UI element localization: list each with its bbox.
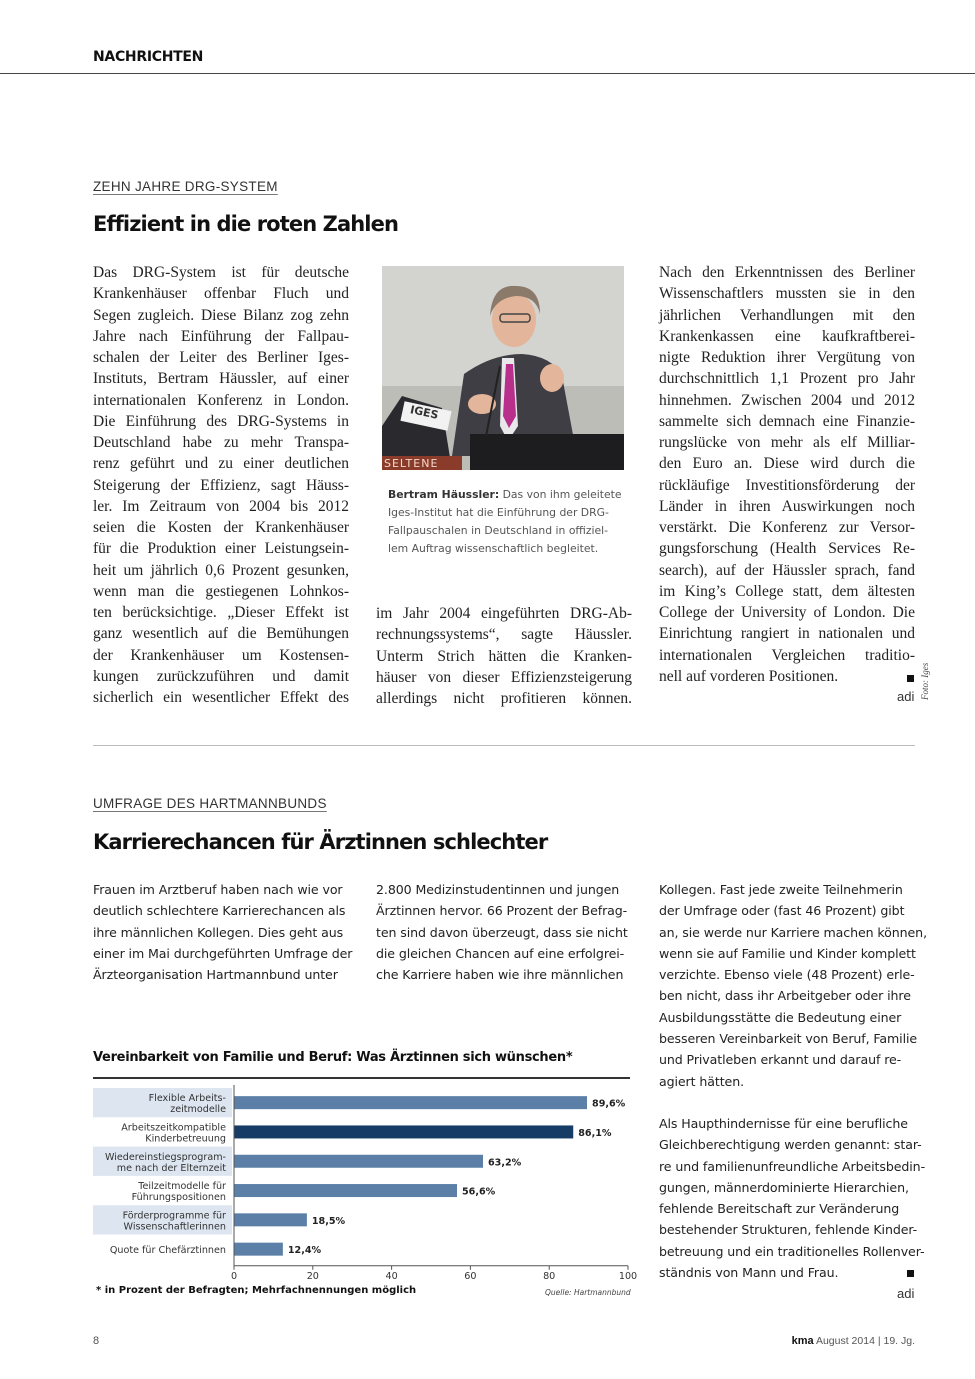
text-line: wenn sie auf Familie und Kinder komplett [659, 945, 916, 961]
article1-photo [382, 266, 624, 470]
article1-end-mark [907, 675, 914, 682]
article1-column-2 [376, 603, 632, 709]
bar [234, 1243, 283, 1256]
x-tick-label: 80 [543, 1270, 556, 1282]
text-line: Jahre nach Einführung der Fallpau- [93, 327, 349, 345]
category-label: Kinderbetreuung [145, 1133, 226, 1145]
text-line: ganz wesentlich auf die Bemühungen [93, 625, 349, 643]
text-line: heit um jährlich 0,6 Prozent gesunken, [93, 561, 349, 579]
photo-credit: Foto: Iges [920, 662, 930, 700]
text-line: internationalen Konferenz in London. [93, 391, 349, 409]
text-line: den Euro an. Diese wird durch die [659, 455, 915, 473]
article2-end-mark [907, 1270, 914, 1277]
text-line: internationalen Vergleichen traditio- [659, 646, 915, 664]
bar [234, 1184, 457, 1197]
value-label: 89,6% [592, 1098, 626, 1110]
text-line: durchschnittlich 1,1 Prozent pro Jahr [659, 370, 915, 388]
text-line: Segen zugleich. Diese Bilanz zog zehn [93, 306, 349, 324]
text-line: häuser von dieser Effizienzsteigerung [376, 668, 632, 686]
header-divider [0, 73, 975, 74]
photo-sign-text: IGES [408, 403, 440, 422]
x-tick-label: 60 [464, 1270, 477, 1282]
text-line: search), auf der Häussler sprach, fand [659, 561, 915, 579]
category-label: Wiedereinstiegsprogram- [104, 1151, 226, 1163]
caption-line: Das von ihm geleitete [499, 488, 622, 501]
section-label: NACHRICHTEN [93, 49, 204, 65]
text-line: rückläufige Investitionsförderung der [659, 476, 915, 494]
article2-column-3-continued [659, 1113, 925, 1283]
text-line: Steigerung der Effizienz, sagt Häuss- [93, 476, 349, 494]
text-line: wenn man die gestiegenen Lohnkos- [93, 582, 349, 600]
text-line: für die Produktion einer Leistungsein- [93, 540, 349, 558]
chart-footnote: * in Prozent der Befragten; Mehrfachnennungen möglich [96, 1285, 417, 1296]
chart-source: Quelle: Hartmannbund [545, 1288, 631, 1297]
article2-author: adi [897, 1286, 915, 1301]
x-tick-label: 100 [618, 1270, 638, 1282]
text-line: verstärkt. Die Konferenz zur Versor- [659, 519, 915, 536]
chart-title-rule [93, 1077, 630, 1079]
text-line: besseren Vereinbarkeit von Beruf, Familie [659, 1031, 918, 1047]
text-line: betreuung und ein traditionelles Rollenver- [659, 1243, 925, 1259]
category-label: me nach der Elternzeit [116, 1162, 226, 1174]
category-label: Quote für Chefärztinnen [109, 1245, 226, 1257]
text-line: einer im Mai durchgeführten Umfrage der [93, 945, 353, 961]
text-line: hinnehmen. Zwischen 2004 und 2012 [659, 391, 915, 409]
text-line: der Krankenhäuser um Kostensen- [93, 646, 349, 664]
text-line: im Jahr 2004 eingeführten DRG-Ab- [376, 605, 632, 622]
text-line: rechnungssystems“, sagte Häussler. [376, 626, 632, 644]
text-line: sammelte sich demnach eine Finanzie- [659, 412, 915, 430]
category-label: Wissenschaftlerinnen [123, 1221, 226, 1233]
footer-issue-text: August 2014 | 19. Jg. [813, 1335, 915, 1347]
speaker-photo-illustration [382, 266, 624, 470]
x-tick-label: 0 [230, 1270, 238, 1282]
text-line: gungsforschung (Health Services Re- [659, 540, 915, 558]
article2-column-2 [376, 879, 628, 985]
text-line: Krankenkassen eine kaufkraftberei- [659, 327, 915, 345]
article1-column-3 [659, 262, 915, 687]
wishes-bar-chart [93, 1085, 638, 1283]
article-divider [93, 745, 915, 746]
text-line: ten berücksichtige. „Dieser Effekt ist [93, 604, 349, 621]
text-line: ihre männlichen Kollegen. Dies geht aus [93, 924, 344, 940]
text-line: der Umfrage oder (fast 46 Prozent) gibt [659, 903, 905, 919]
text-line: Frauen im Arztberuf haben nach wie vor [93, 882, 343, 897]
text-line: im King’s College statt, dem ältesten [659, 582, 915, 600]
text-line: Unterm Strich hätten die Kranken- [376, 647, 632, 665]
text-line: Ausbildungsstätte die Bedeutung einer [659, 1009, 902, 1025]
value-label: 63,2% [488, 1157, 522, 1169]
footer-issue [792, 1335, 915, 1347]
article1-kicker: ZEHN JAHRE DRG-SYSTEM [93, 179, 278, 194]
text-line: rungslücke von mehr als elf Milliar- [659, 434, 915, 451]
article1-column-1 [93, 262, 349, 708]
category-label: Teilzeitmodelle für [138, 1181, 226, 1193]
photo-banner-text: SELTENE [384, 457, 439, 470]
article2-column-3 [659, 879, 927, 1092]
text-line: Instituts, Bertram Häussler, auf einer [93, 370, 349, 388]
text-line: Deutschland habe zu mehr Transpa- [93, 434, 349, 451]
text-line: Wissenschaftlers mussten sie in den [659, 285, 915, 303]
x-tick-label: 40 [385, 1270, 398, 1282]
chart-title: Vereinbarkeit von Familie und Beruf: Was Ärztinnen sich wünschen* [93, 1050, 573, 1065]
category-label: Arbeitszeitkompatible [121, 1122, 226, 1134]
text-line: College der University of London. Die [659, 604, 915, 621]
text-line: Das DRG-System ist für deutsche [93, 264, 349, 281]
category-label: Flexible Arbeits- [148, 1093, 226, 1105]
caption-line: lem Auftrag wissenschaftlich begleitet. [388, 542, 599, 555]
text-line: verzichte. Ebenso viele (48 Prozent) erle- [659, 967, 915, 983]
text-line: 2.800 Medizinstudentinnen und jungen [376, 882, 620, 897]
text-line: re und familienunfreundliche Arbeitsbedin- [659, 1158, 926, 1174]
text-line: jährlichen Verhandlungen mit den [659, 306, 915, 324]
text-line: sicherlich ein wesentlicher Effekt des [93, 689, 349, 706]
page-number: 8 [93, 1335, 100, 1347]
value-label: 86,1% [578, 1127, 612, 1139]
text-line: Einrichtung rangiert in nationalen und [659, 625, 915, 643]
bar [234, 1213, 307, 1226]
article2-column-1 [93, 879, 352, 985]
text-line: ten sind davon überzeugt, dass sie nicht [376, 924, 628, 940]
text-line: nigte Reduktion ihrer Vergütung von [659, 349, 915, 366]
article1-author: adi [897, 689, 915, 704]
category-label: zeitmodelle [170, 1104, 226, 1116]
value-label: 18,5% [311, 1215, 346, 1227]
bar [234, 1096, 587, 1109]
text-line: renz geführt und zu einer deutlichen [93, 455, 349, 473]
text-line: fehlende Bereitschaft zur Veränderung [659, 1201, 900, 1217]
text-line: gungen, männerdominierte Hierarchien, [659, 1179, 909, 1195]
text-line: Die Einführung des DRG-Systems in [93, 412, 349, 430]
article1-headline: Effizient in die roten Zahlen [93, 212, 398, 236]
text-line: che Karriere haben wie ihre männlichen [376, 967, 624, 983]
text-line: ler. Im Zeitraum von 2004 bis 2012 [93, 497, 349, 515]
article2-kicker: UMFRAGE DES HARTMANNBUNDS [93, 796, 327, 811]
bar [234, 1125, 573, 1138]
caption-name: Bertram Häussler: [388, 488, 500, 501]
x-tick-label: 20 [306, 1270, 319, 1282]
caption-line: Fallpauschalen in Deutschland in offiziel- [388, 524, 609, 537]
text-line: agiert hätten. [659, 1073, 744, 1089]
bar [234, 1155, 483, 1168]
text-line: ben nicht, dass ihr Arbeitgeber oder ihre [659, 988, 911, 1004]
value-label: 12,4% [287, 1245, 322, 1257]
text-line: an, sie werde nur Karriere machen können, [659, 924, 927, 940]
text-line: Gleichberechtigung werden genannt: star- [659, 1137, 922, 1153]
text-line: Länder in ihren Auswirkungen noch [659, 497, 915, 515]
text-line: ständnis von Mann und Frau. [659, 1265, 839, 1281]
text-line: Ärztinnen hervor. 66 Prozent der Befrag- [376, 903, 628, 919]
article1-photo-caption [388, 486, 624, 558]
text-line: seien die Kosten der Krankenhäuser [93, 519, 349, 536]
text-line: und Privatleben erkannt und darauf re- [659, 1052, 902, 1068]
caption-line: Iges-Institut hat die Einführung der DRG- [388, 506, 609, 519]
footer-brand: kma [791, 1335, 814, 1347]
text-line: Als Haupthindernisse für eine berufliche [659, 1116, 908, 1131]
text-line: deutlich schlechtere Karrierechancen als [93, 903, 346, 919]
text-line: die gleichen Chancen auf eine erfolgrei- [376, 945, 625, 961]
category-label: Förderprogramme für [122, 1210, 226, 1222]
text-line: schalen der Leiter des Berliner Iges- [93, 349, 349, 366]
text-line: Kollegen. Fast jede zweite Teilnehmerin [659, 882, 903, 897]
text-line: kungen zurückzuführen und damit [93, 667, 349, 685]
value-label: 56,6% [462, 1186, 496, 1198]
text-line: Nach den Erkenntnissen des Berliner [659, 264, 915, 281]
text-line: Krankenhäuser offenbar Fluch und [93, 285, 349, 303]
text-line: Ärzteorganisation Hartmannbund unter [93, 967, 338, 983]
category-label: Führungspositionen [131, 1192, 226, 1204]
text-line: allerdings nicht profitieren können. [376, 690, 632, 707]
text-line: bestehender Strukturen, fehlende Kinder- [659, 1222, 918, 1238]
text-line: nell auf vorderen Positionen. [659, 667, 839, 685]
article2-headline: Karrierechancen für Ärztinnen schlechter [93, 830, 548, 854]
